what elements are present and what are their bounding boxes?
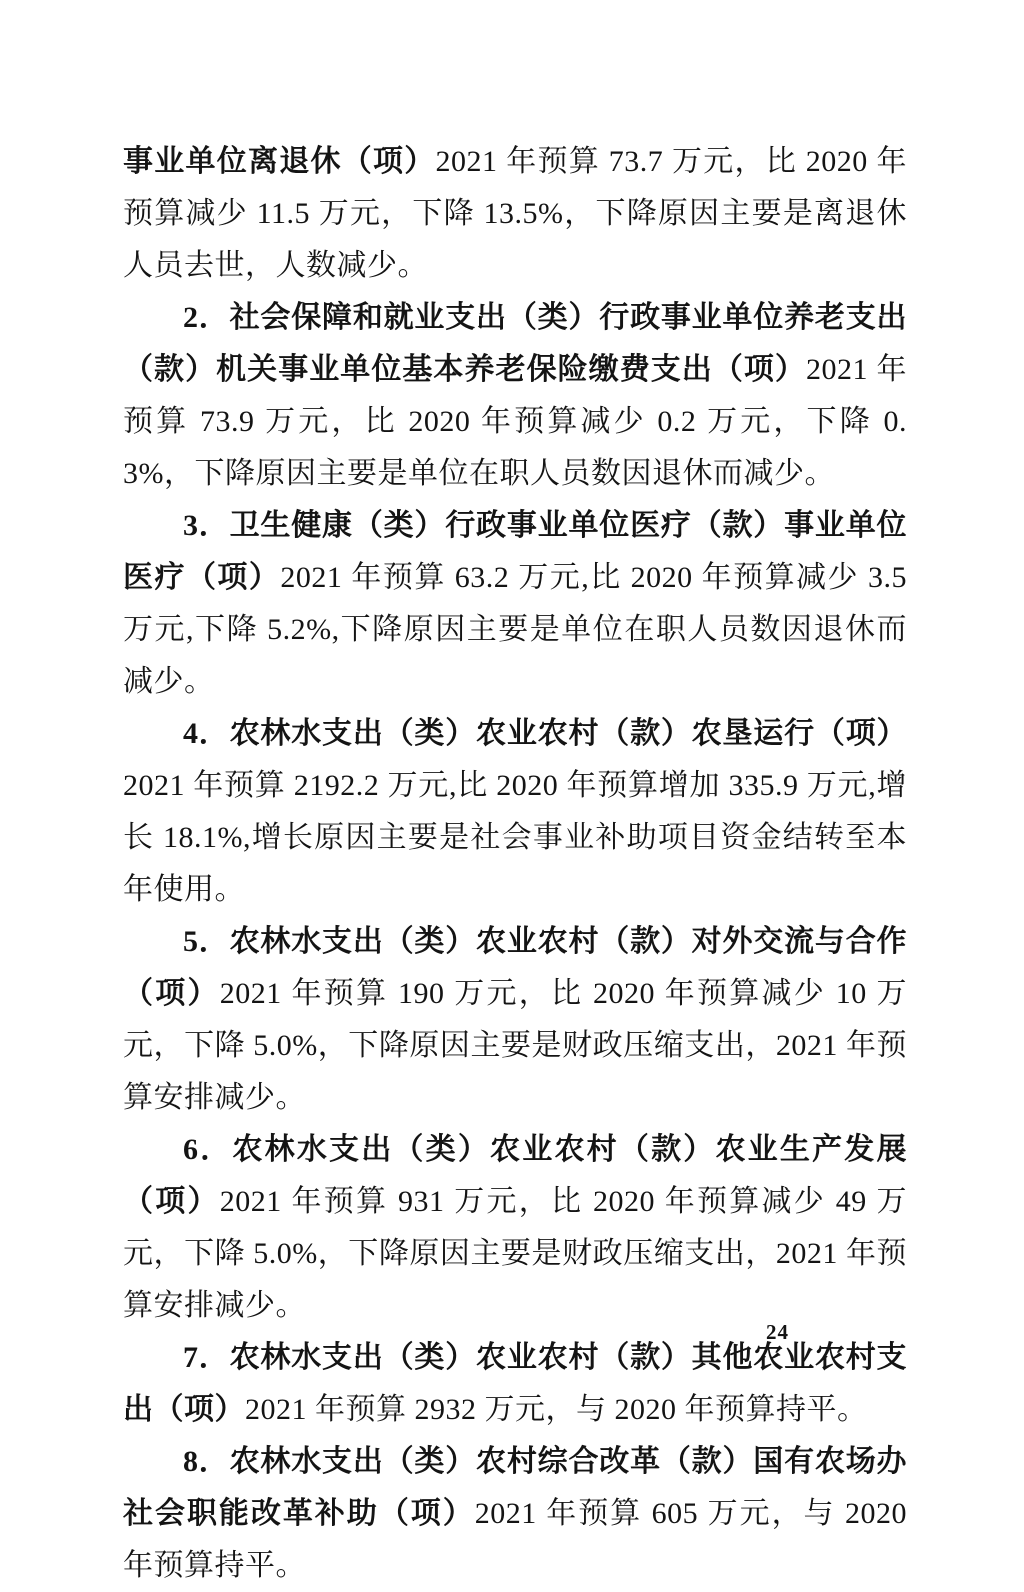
budget-item-body: 2021 年预算 63.2 万元,比 2020 年预算减少 3.5 万元,下降 5.2%,下降原因主要是单位在职人员数因退休而减少。 [123, 561, 908, 698]
budget-item-paragraph [123, 708, 907, 916]
budget-item-heading: 5．农林水支出（类）农业农村（款）对外交流与合作（项） [123, 925, 907, 1010]
document-page-body [123, 136, 907, 1592]
budget-item-heading: 2．社会保障和就业支出（类）行政事业单位养老支出（款）机关事业单位基本养老保险缴费支出（项） [123, 301, 907, 386]
budget-item-body: 2021 年预算 605 万元，与 2020 年预算持平。 [123, 1497, 907, 1582]
budget-item-paragraph [123, 500, 907, 708]
budget-item-body: 2021 年预算 73.7 万元，比 2020 年预算减少 11.5 万元，下降 13.5%，下降原因主要是离退休人员去世，人数减少。 [123, 145, 907, 282]
budget-item-paragraph [123, 1332, 907, 1436]
budget-item-paragraph [123, 292, 907, 500]
budget-item-body: 2021 年预算 190 万元，比 2020 年预算减少 10 万元，下降 5.0%，下降原因主要是财政压缩支出，2021 年预算安排减少。 [123, 977, 907, 1114]
budget-item-heading: 8．农林水支出（类）农村综合改革（款）国有农场办社会职能改革补助（项） [123, 1445, 907, 1530]
budget-item-paragraph [123, 1124, 907, 1332]
budget-item-heading: 3．卫生健康（类）行政事业单位医疗（款）事业单位医疗（项） [123, 509, 907, 594]
budget-item-heading: 4．农林水支出（类）农业农村（款）农垦运行（项） [183, 717, 907, 750]
budget-item-body: 2021 年预算 2192.2 万元,比 2020 年预算增加 335.9 万元,增长 18.1%,增长原因主要是社会事业补助项目资金结转至本年使用。 [123, 769, 907, 906]
budget-item-body: 2021 年预算 73.9 万元，比 2020 年预算减少 0.2 万元，下降 0.3%，下降原因主要是单位在职人员数因退休而减少。 [123, 353, 908, 490]
page-number: 24 [766, 1320, 789, 1344]
budget-item-body: 2021 年预算 931 万元，比 2020 年预算减少 49 万元，下降 5.0%，下降原因主要是财政压缩支出，2021 年预算安排减少。 [123, 1185, 907, 1322]
budget-item-heading: 6．农林水支出（类）农业农村（款）农业生产发展（项） [123, 1133, 907, 1218]
budget-item-paragraph [123, 136, 907, 292]
budget-item-body: 2021 年预算 2932 万元，与 2020 年预算持平。 [245, 1393, 868, 1426]
budget-item-paragraph [123, 916, 907, 1124]
budget-item-heading: 7．农林水支出（类）农业农村（款）其他农业农村支出（项） [123, 1341, 907, 1426]
budget-item-paragraph [123, 1436, 907, 1592]
budget-item-heading: 事业单位离退休（项） [123, 145, 436, 178]
